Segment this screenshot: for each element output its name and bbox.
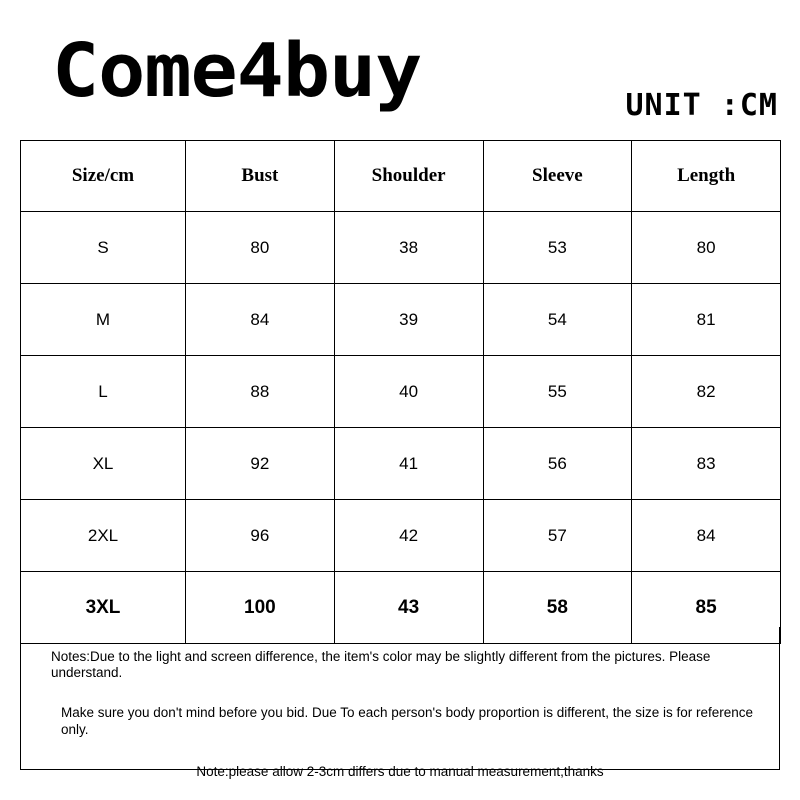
cell-size: 3XL xyxy=(21,572,186,644)
cell-sleeve: 54 xyxy=(483,284,632,356)
cell-length: 82 xyxy=(632,356,781,428)
cell-shoulder: 42 xyxy=(334,500,483,572)
cell-bust: 92 xyxy=(186,428,335,500)
notes-section xyxy=(20,627,780,779)
cell-shoulder: 41 xyxy=(334,428,483,500)
cell-shoulder: 39 xyxy=(334,284,483,356)
cell-sleeve: 53 xyxy=(483,212,632,284)
table-row xyxy=(21,428,781,500)
cell-length: 85 xyxy=(632,572,781,644)
cell-bust: 88 xyxy=(186,356,335,428)
column-header-bust: Bust xyxy=(186,141,335,212)
note-line-3: Note:please allow 2-3cm differs due to manual measurement,thanks xyxy=(196,763,604,779)
table-row xyxy=(21,500,781,572)
table-row xyxy=(21,212,781,284)
cell-shoulder: 38 xyxy=(334,212,483,284)
note-line-2: Make sure you don't mind before you bid. Due To each person's body proportion is different, the size is for reference only. xyxy=(61,705,754,737)
cell-length: 83 xyxy=(632,428,781,500)
cell-length: 80 xyxy=(632,212,781,284)
size-table-container xyxy=(20,140,780,644)
cell-size: L xyxy=(21,356,186,428)
table-row xyxy=(21,356,781,428)
cell-size: 2XL xyxy=(21,500,186,572)
table-row xyxy=(21,284,781,356)
table-header-row xyxy=(21,141,781,212)
cell-sleeve: 58 xyxy=(483,572,632,644)
column-header-sleeve: Sleeve xyxy=(483,141,632,212)
cell-size: S xyxy=(21,212,186,284)
cell-sleeve: 56 xyxy=(483,428,632,500)
size-table xyxy=(20,140,781,644)
cell-shoulder: 43 xyxy=(334,572,483,644)
cell-shoulder: 40 xyxy=(334,356,483,428)
brand-logo: Come4buy xyxy=(52,28,422,114)
cell-length: 84 xyxy=(632,500,781,572)
note-line-1: Notes:Due to the light and screen difference, the item's color may be slightly different from the pictures. Please understand. xyxy=(51,649,711,681)
cell-size: M xyxy=(21,284,186,356)
column-header-shoulder: Shoulder xyxy=(334,141,483,212)
cell-length: 81 xyxy=(632,284,781,356)
cell-bust: 96 xyxy=(186,500,335,572)
cell-sleeve: 57 xyxy=(483,500,632,572)
header xyxy=(0,0,800,128)
cell-sleeve: 55 xyxy=(483,356,632,428)
column-header-length: Length xyxy=(632,141,781,212)
cell-bust: 100 xyxy=(186,572,335,644)
cell-bust: 80 xyxy=(186,212,335,284)
column-header-size: Size/cm xyxy=(21,141,186,212)
cell-size: XL xyxy=(21,428,186,500)
unit-label: UNIT :CM xyxy=(625,88,778,123)
cell-bust: 84 xyxy=(186,284,335,356)
